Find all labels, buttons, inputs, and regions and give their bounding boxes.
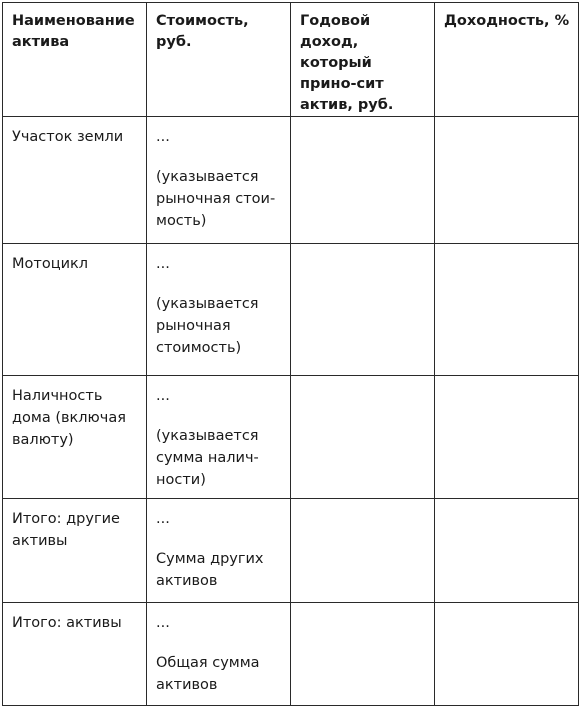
income-cell (291, 603, 435, 706)
cost-placeholder: ... (156, 615, 170, 631)
yield-cell (435, 603, 579, 706)
cost-placeholder: ... (156, 388, 170, 404)
yield-cell (435, 499, 579, 603)
asset-name-cell: Итого: другие активы (3, 499, 147, 603)
table-row (3, 117, 579, 244)
cost-cell (147, 499, 291, 603)
asset-name-cell: Участок земли (3, 117, 147, 244)
yield-cell (435, 376, 579, 499)
cost-cell (147, 117, 291, 244)
cost-placeholder: ... (156, 129, 170, 145)
income-cell (291, 499, 435, 603)
yield-cell (435, 117, 579, 244)
asset-name-cell: Наличность дома (включая валюту) (3, 376, 147, 499)
cost-note: (указывается рыночная стоимость) (156, 296, 259, 356)
table-row (3, 376, 579, 499)
header-asset-name: Наименование актива (3, 3, 147, 117)
cost-note: Общая сумма активов (156, 655, 260, 693)
table-row (3, 603, 579, 706)
table-row (3, 244, 579, 376)
cost-placeholder: ... (156, 511, 170, 527)
asset-name-cell: Мотоцикл (3, 244, 147, 376)
table-header-row (3, 3, 579, 117)
cost-note: (указывается сумма налич-ности) (156, 428, 259, 488)
cost-note: Сумма других активов (156, 551, 264, 589)
asset-name-cell: Итого: активы (3, 603, 147, 706)
income-cell (291, 117, 435, 244)
cost-note: (указывается рыночная стои-мость) (156, 169, 276, 229)
cost-placeholder: ... (156, 256, 170, 272)
income-cell (291, 376, 435, 499)
header-yield: Доходность, % (435, 3, 579, 117)
cost-cell (147, 603, 291, 706)
table-row (3, 499, 579, 603)
cost-cell (147, 376, 291, 499)
yield-cell (435, 244, 579, 376)
cost-cell (147, 244, 291, 376)
income-cell (291, 244, 435, 376)
assets-table (2, 2, 579, 706)
header-annual-income: Годовой доход, который прино-сит актив, руб. (291, 3, 435, 117)
header-cost: Стоимость, руб. (147, 3, 291, 117)
